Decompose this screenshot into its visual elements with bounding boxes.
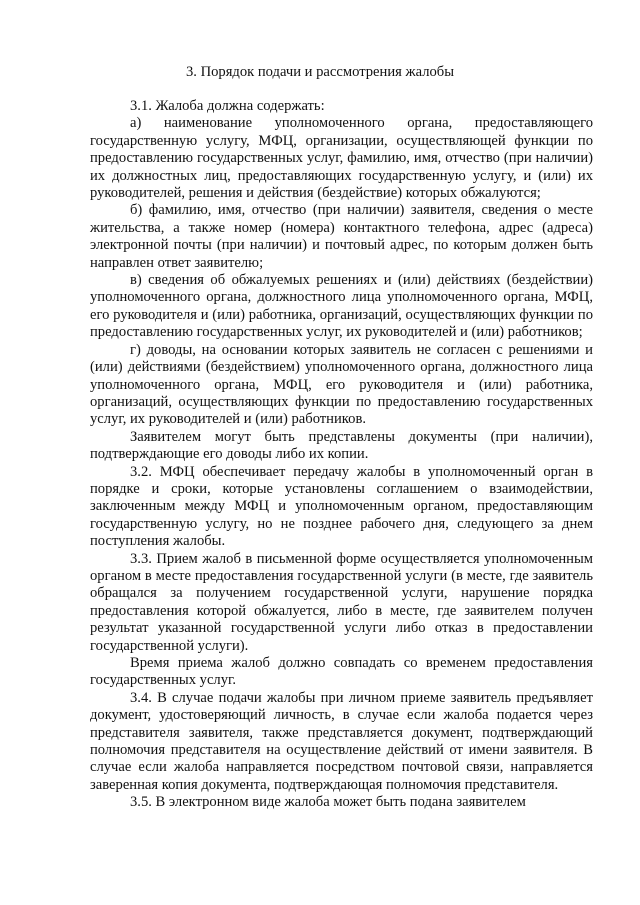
document-body [90,98,593,812]
paragraph-reception-time: Время приема жалоб должно совпадать со временем предоставления государственных услуг. [90,655,593,689]
paragraph-3-5: 3.5. В электронном виде жалоба может быть подана заявителем [130,794,526,811]
paragraph-3-4: 3.4. В случае подачи жалобы при личном приеме заявитель предъявляет документ, удостоверяющий личность, в случае если жалоба подается через представителя заявителя, также представляется документ, подтверждающий полномочия представителя на осуществление действий от имени заявителя. В случае если жалоба направляется посредством почтовой связи, направляется заверенная копия документа, подтверждающая полномочия представителя. [90,689,593,793]
paragraph-item-v: в) сведения об обжалуемых решениях и (или) действиях (бездействии) уполномоченного органа, должностного лица уполномоченного органа, МФЦ, его руководителя и (или) работника, организаций, осуществляющих функции по предоставлению государственных услуг, их руководителей и (или) работников; [90,272,593,341]
paragraph-3-3: 3.3. Прием жалоб в письменной форме осуществляется уполномоченным органом в месте предоставления государственной услуги (в месте, где заявитель обращался за получением государственной услуги, нарушение порядка предоставления которой обжалуется, либо в месте, где заявителем получен результат указанной государственной услуги либо отказ в предоставлении государственной услуги). [90,550,593,654]
paragraph-item-g: г) доводы, на основании которых заявитель не согласен с решениями и (или) действиями (бездействием) уполномоченного органа, должностного лица уполномоченного органа, МФЦ, его руководителя и (или) работника, организаций, осуществляющих функции по предоставлению государственных услуг, их руководителей и (или) работников. [90,341,593,428]
paragraph-item-b: б) фамилию, имя, отчество (при наличии) заявителя, сведения о месте жительства, а также номер (номера) контактного телефона, адрес (адреса) электронной почты (при наличии) и почтовый адрес, по которым должен быть направлен ответ заявителю; [90,202,593,271]
paragraph-3-1: 3.1. Жалоба должна содержать: [130,98,325,114]
paragraph-item-a: а) наименование уполномоченного органа, предоставляющего государственную услугу, МФЦ, организации, осуществляющей функции по предоставлению государственных услуг, фамилию, имя, отчество (при наличии) их должностных лиц, предоставляющих государственную услугу, и (или) их руководителей, решения и действия (бездействие) которых обжалуются; [90,115,593,202]
paragraph-documents-note: Заявителем могут быть представлены документы (при наличии), подтверждающие его доводы либо их копии. [90,428,593,463]
paragraph-3-2: 3.2. МФЦ обеспечивает передачу жалобы в уполномоченный орган в порядке и сроки, которые установлены соглашением о взаимодействии, заключенным между МФЦ и уполномоченным органом, предоставляющим государственную услугу, но не позднее рабочего дня, следующего за днем поступления жалобы. [90,463,593,550]
section-heading: 3. Порядок подачи и рассмотрения жалобы [185,64,455,80]
